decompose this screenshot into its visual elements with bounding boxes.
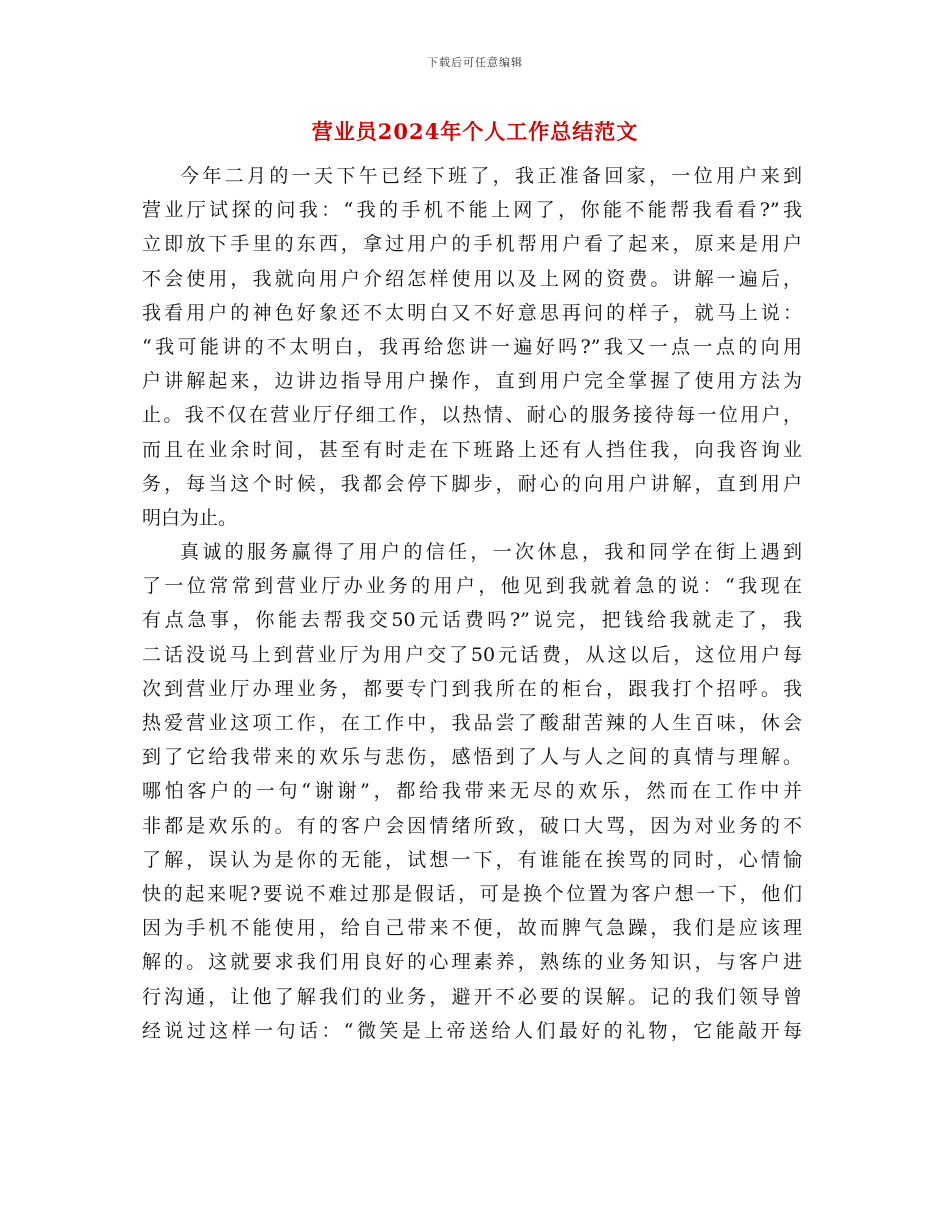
paragraph-2 [142, 535, 802, 1048]
header-note: 下载后可任意编辑 [427, 56, 523, 69]
paragraph-line: 非都是欢乐的。有的客户会因情绪所致，破口大骂，因为对业务的不 [142, 814, 802, 837]
paragraph-line: 热爱营业这项工作，在工作中，我品尝了酸甜苦辣的人生百味，休会 [142, 712, 802, 734]
paragraph-line: 了一位常常到营业厅办业务的用户，他见到我就着急的说：“我现在 [142, 575, 802, 598]
paragraph-line: 真诚的服务赢得了用户的信任，一次休息，我和同学在街上遇到 [180, 541, 802, 564]
paragraph-line: 哪怕客户的一句“谢谢”，都给我带来无尽的欢乐，然而在工作中并 [142, 780, 802, 803]
paragraph-line: 务，每当这个时候，我都会停下脚步，耐心的向用户讲解，直到用户 [142, 472, 802, 495]
paragraph-line: “我可能讲的不太明白，我再给您讲一遍好吗?”我又一点一点的向用 [142, 335, 802, 358]
paragraph-line: 户讲解起来，边讲边指导用户操作，直到用户完全掌握了使用方法为 [142, 370, 802, 393]
document-body [142, 159, 802, 1048]
paragraph-line: 快的起来呢?要说不难过那是假话，可是换个位置为客户想一下，他们 [142, 882, 802, 905]
paragraph-line: 而且在业余时间，甚至有时走在下班路上还有人挡住我，向我咨询业 [142, 438, 802, 461]
paragraph-line: 明白为止。 [142, 506, 238, 529]
paragraph-line: 我看用户的神色好象还不太明白又不好意思再问的样子，就马上说： [142, 301, 802, 324]
paragraph-line: 行沟通，让他了解我们的业务，避开不必要的误解。记的我们领导曾 [142, 985, 802, 1008]
paragraph-line: 因为手机不能使用，给自己带来不便，故而脾气急躁，我们是应该理 [142, 917, 802, 940]
paragraph-line: 经说过这样一句话：“微笑是上帝送给人们最好的礼物，它能敲开每 [142, 1019, 802, 1042]
paragraph-line: 解的。这就要求我们用良好的心理素养，熟练的业务知识，与客户进 [142, 951, 802, 974]
paragraph-line: 不会使用，我就向用户介绍怎样使用以及上网的资费。讲解一遍后， [142, 267, 802, 290]
paragraph-line: 二话没说马上到营业厅为用户交了50元话费，从这以后，这位用户每 [142, 643, 802, 666]
paragraph-line: 营业厅试探的问我：“我的手机不能上网了，你能不能帮我看看?”我 [142, 199, 802, 222]
paragraph-line: 有点急事，你能去帮我交50元话费吗?”说完，把钱给我就走了，我 [142, 609, 802, 632]
document-title: 营业员2024年个人工作总结范文 [311, 119, 639, 144]
paragraph-line: 止。我不仅在营业厅仔细工作，以热情、耐心的服务接待每一位用户， [142, 404, 802, 427]
paragraph-line: 了解，误认为是你的无能，试想一下，有谁能在挨骂的同时，心情愉 [142, 848, 802, 871]
paragraph-line: 今年二月的一天下午已经下班了，我正准备回家，一位用户来到 [180, 165, 802, 187]
paragraph-1 [142, 159, 802, 535]
paragraph-line: 立即放下手里的东西，拿过用户的手机帮用户看了起来，原来是用户 [142, 233, 802, 256]
paragraph-line: 到了它给我带来的欢乐与悲伤，感悟到了人与人之间的真情与理解。 [142, 746, 802, 769]
paragraph-line: 次到营业厅办理业务，都要专门到我所在的柜台，跟我打个招呼。我 [142, 677, 802, 700]
